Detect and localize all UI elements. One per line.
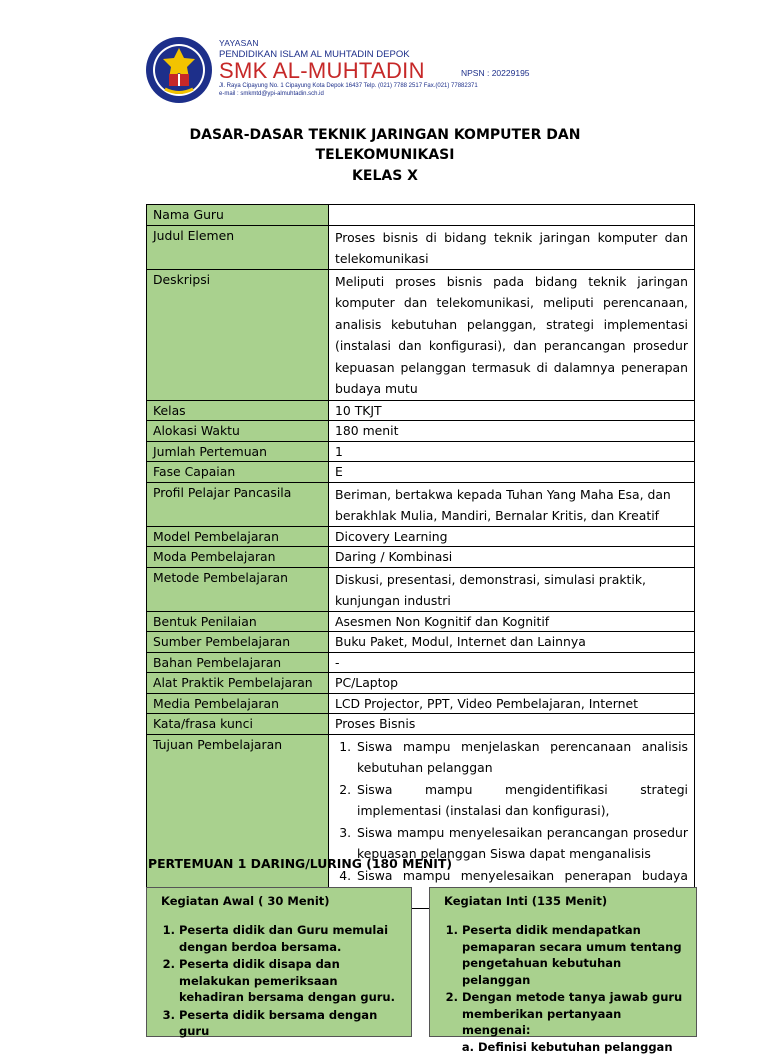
row-label: Bahan Pembelajaran: [147, 652, 329, 673]
row-label: Deskripsi: [147, 269, 329, 400]
row-value: Daring / Kombinasi: [329, 547, 695, 568]
document-title-line1: DASAR-DASAR TEKNIK JARINGAN KOMPUTER DAN: [150, 126, 620, 145]
row-value: [329, 205, 695, 226]
list-item: 1. Siswa mampu menjelaskan perencanaan analisis kebutuhan pelanggan: [355, 736, 688, 779]
row-value: Asesmen Non Kognitif dan Kognitif: [329, 611, 695, 632]
row-value: Buku Paket, Modul, Internet dan Lainnya: [329, 632, 695, 653]
row-value: 180 menit: [329, 421, 695, 442]
row-label: Kelas: [147, 400, 329, 421]
kegiatan-inti-list: [442, 922, 684, 1055]
row-label: Tujuan Pembelajaran: [147, 734, 329, 908]
list-item: a. Definisi kebutuhan pelanggan: [478, 1039, 684, 1055]
row-value: Proses bisnis di bidang teknik jaringan komputer dan telekomunikasi: [329, 225, 695, 269]
document-title-line2: TELEKOMUNIKASI: [150, 146, 620, 165]
row-label: Judul Elemen: [147, 225, 329, 269]
table-row: [147, 482, 695, 526]
kegiatan-inti-box: [429, 887, 697, 1037]
table-row: [147, 205, 695, 226]
row-label: Jumlah Pertemuan: [147, 441, 329, 462]
row-value: E: [329, 462, 695, 483]
table-row: [147, 611, 695, 632]
meeting-heading: PERTEMUAN 1 DARING/LURING (180 MENIT): [148, 856, 452, 871]
row-value: Dicovery Learning: [329, 526, 695, 547]
row-label: Nama Guru: [147, 205, 329, 226]
lesson-info-table: [146, 204, 695, 909]
row-value: Beriman, bertakwa kepada Tuhan Yang Maha Esa, dan berakhlak Mulia, Mandiri, Bernalar Kritis, dan Kreatif: [329, 482, 695, 526]
table-row: [147, 673, 695, 694]
list-item: 3. Peserta didik bersama dengan guru: [179, 1007, 399, 1040]
table-row: [147, 225, 695, 269]
row-label: Sumber Pembelajaran: [147, 632, 329, 653]
table-row: [147, 632, 695, 653]
school-logo-icon: [145, 36, 213, 104]
table-row: [147, 269, 695, 400]
kegiatan-awal-title: Kegiatan Awal ( 30 Menit): [161, 894, 399, 908]
kegiatan-inti-title: Kegiatan Inti (135 Menit): [444, 894, 684, 908]
row-label: Media Pembelajaran: [147, 693, 329, 714]
school-address: Jl. Raya Cipayung No. 1 Cipayung Kota Depok 16437 Telp. (021) 7788 2517 Fax.(021) 77882371: [219, 83, 478, 89]
table-row: [147, 441, 695, 462]
list-item: 4. Siswa mampu menyelesaikan penerapan budaya: [355, 865, 688, 908]
list-item: 2. Siswa mampu mengidentifikasi strategi implementasi (instalasi dan konfigurasi),: [355, 779, 688, 822]
row-value: Proses Bisnis: [329, 714, 695, 735]
letterhead-text: [219, 36, 537, 104]
list-item: 1. Peserta didik mendapatkan pemaparan secara umum tentang pengetahuan kebutuhan pelanggan: [462, 922, 684, 988]
learning-objectives: [329, 734, 695, 908]
table-row: [147, 567, 695, 611]
list-item: 3. Siswa mampu menyelesaikan perancangan prosedur kepuasan pelanggan Siswa dapat menganalisis: [355, 822, 688, 865]
row-label: Bentuk Penilaian: [147, 611, 329, 632]
table-row: [147, 693, 695, 714]
npsn-number: NPSN : 20229195: [461, 68, 530, 78]
table-row: [147, 526, 695, 547]
table-row: [147, 734, 695, 908]
row-value: 10 TKJT: [329, 400, 695, 421]
table-row: [147, 421, 695, 442]
row-label: Metode Pembelajaran: [147, 567, 329, 611]
institution-name: PENDIDIKAN ISLAM AL MUHTADIN DEPOK: [219, 49, 410, 60]
kegiatan-awal-list: [159, 922, 399, 1040]
row-value: -: [329, 652, 695, 673]
row-label: Profil Pelajar Pancasila: [147, 482, 329, 526]
row-label: Model Pembelajaran: [147, 526, 329, 547]
row-label: Fase Capaian: [147, 462, 329, 483]
row-label: Moda Pembelajaran: [147, 547, 329, 568]
table-row: [147, 547, 695, 568]
table-row: [147, 400, 695, 421]
row-value: LCD Projector, PPT, Video Pembelajaran, Internet: [329, 693, 695, 714]
document-title-class: KELAS X: [150, 167, 620, 186]
row-label: Kata/frasa kunci: [147, 714, 329, 735]
foundation-label: YAYASAN: [219, 38, 259, 48]
row-value: 1: [329, 441, 695, 462]
row-value: Meliputi proses bisnis pada bidang teknik jaringan komputer dan telekomunikasi, meliputi perencanaan, analisis kebutuhan pelanggan, strategi implementasi (instalasi dan konfigurasi), dan perancangan prosedur kepuasan pelanggan termasuk di dalamnya penerapan budaya mutu: [329, 269, 695, 400]
table-row: [147, 652, 695, 673]
school-email: e-mail : smkmtd@ypi-almuhtadin.sch.id: [219, 91, 324, 97]
list-item: 1. Peserta didik dan Guru memulai dengan berdoa bersama.: [179, 922, 399, 955]
list-item-text: Dengan metode tanya jawab guru memberikan pertanyaan mengenai:: [462, 990, 682, 1037]
table-row: [147, 462, 695, 483]
row-value: Diskusi, presentasi, demonstrasi, simulasi praktik, kunjungan industri: [329, 567, 695, 611]
list-item: 2. Peserta didik disapa dan melakukan pemeriksaan kehadiran bersama dengan guru.: [179, 956, 399, 1006]
row-label: Alat Praktik Pembelajaran: [147, 673, 329, 694]
list-item: [462, 989, 684, 1055]
row-label: Alokasi Waktu: [147, 421, 329, 442]
letterhead: [145, 36, 537, 104]
objectives-list: [335, 736, 688, 908]
school-name: SMK AL-MUHTADIN: [219, 59, 425, 83]
kegiatan-awal-box: [146, 887, 412, 1037]
table-row: [147, 714, 695, 735]
kegiatan-inti-sublist: [462, 1039, 684, 1055]
row-value: PC/Laptop: [329, 673, 695, 694]
